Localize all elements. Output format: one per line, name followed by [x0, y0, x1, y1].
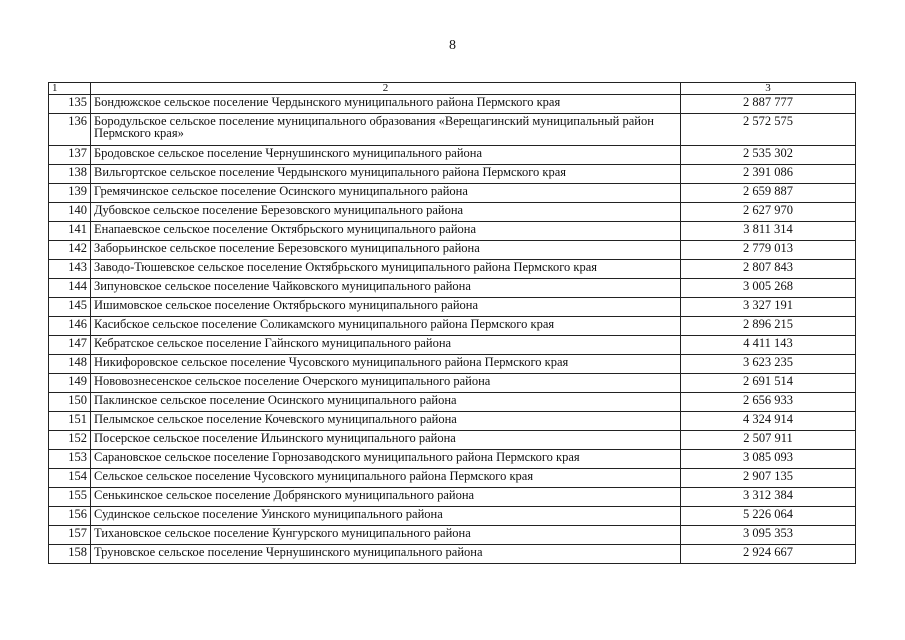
row-number: 150 [49, 393, 91, 412]
table-row [49, 114, 856, 146]
row-amount: 2 656 933 [681, 393, 856, 412]
row-number: 136 [49, 114, 91, 146]
table-row [49, 469, 856, 488]
row-number: 138 [49, 165, 91, 184]
row-number: 155 [49, 488, 91, 507]
row-number: 135 [49, 95, 91, 114]
header-col-3: 3 [681, 83, 856, 95]
table-row [49, 431, 856, 450]
row-amount: 2 659 887 [681, 184, 856, 203]
row-settlement-name: Посерское сельское поселение Ильинского муниципального района [91, 431, 681, 450]
row-settlement-name: Труновское сельское поселение Чернушинского муниципального района [91, 545, 681, 564]
row-amount: 3 095 353 [681, 526, 856, 545]
row-settlement-name: Ишимовское сельское поселение Октябрьского муниципального района [91, 298, 681, 317]
row-number: 158 [49, 545, 91, 564]
row-amount: 2 507 911 [681, 431, 856, 450]
row-number: 137 [49, 146, 91, 165]
table-row [49, 355, 856, 374]
table-row [49, 336, 856, 355]
row-number: 149 [49, 374, 91, 393]
row-amount: 3 811 314 [681, 222, 856, 241]
row-number: 143 [49, 260, 91, 279]
row-number: 145 [49, 298, 91, 317]
table-row [49, 526, 856, 545]
header-col-1: 1 [49, 83, 91, 95]
row-amount: 2 887 777 [681, 95, 856, 114]
table-row [49, 317, 856, 336]
table-row [49, 488, 856, 507]
table-header-row [49, 83, 856, 95]
table-row [49, 95, 856, 114]
row-number: 146 [49, 317, 91, 336]
row-number: 147 [49, 336, 91, 355]
row-number: 153 [49, 450, 91, 469]
row-settlement-name: Никифоровское сельское поселение Чусовского муниципального района Пермского края [91, 355, 681, 374]
table-row [49, 298, 856, 317]
table-row [49, 222, 856, 241]
table-row [49, 165, 856, 184]
row-amount: 5 226 064 [681, 507, 856, 526]
row-number: 151 [49, 412, 91, 431]
header-col-2: 2 [91, 83, 681, 95]
row-settlement-name: Сельское сельское поселение Чусовского муниципального района Пермского края [91, 469, 681, 488]
row-settlement-name: Касибское сельское поселение Соликамского муниципального района Пермского края [91, 317, 681, 336]
row-settlement-name: Енапаевское сельское поселение Октябрьского муниципального района [91, 222, 681, 241]
table-row [49, 412, 856, 431]
table-row [49, 393, 856, 412]
row-amount: 3 085 093 [681, 450, 856, 469]
row-amount: 3 005 268 [681, 279, 856, 298]
row-amount: 2 691 514 [681, 374, 856, 393]
row-number: 140 [49, 203, 91, 222]
row-settlement-name: Вильгортское сельское поселение Чердынского муниципального района Пермского края [91, 165, 681, 184]
row-settlement-name: Паклинское сельское поселение Осинского муниципального района [91, 393, 681, 412]
row-settlement-name: Судинское сельское поселение Уинского муниципального района [91, 507, 681, 526]
table-row [49, 450, 856, 469]
table-row [49, 279, 856, 298]
row-number: 157 [49, 526, 91, 545]
row-settlement-name: Заборьинское сельское поселение Березовского муниципального района [91, 241, 681, 260]
row-amount: 2 391 086 [681, 165, 856, 184]
row-settlement-name: Дубовское сельское поселение Березовского муниципального района [91, 203, 681, 222]
row-number: 142 [49, 241, 91, 260]
row-settlement-name: Бондюжское сельское поселение Чердынского муниципального района Пермского края [91, 95, 681, 114]
row-amount: 2 779 013 [681, 241, 856, 260]
table-row [49, 545, 856, 564]
row-settlement-name: Бородульское сельское поселение муниципального образования «Верещагинский муниципальный район Пермского края» [91, 114, 681, 146]
table-row [49, 203, 856, 222]
row-amount: 4 411 143 [681, 336, 856, 355]
row-settlement-name: Сенькинское сельское поселение Добрянского муниципального района [91, 488, 681, 507]
row-amount: 2 924 667 [681, 545, 856, 564]
row-amount: 2 535 302 [681, 146, 856, 165]
row-amount: 2 896 215 [681, 317, 856, 336]
row-number: 148 [49, 355, 91, 374]
row-number: 152 [49, 431, 91, 450]
row-amount: 2 907 135 [681, 469, 856, 488]
settlements-table [48, 82, 856, 564]
table-row [49, 184, 856, 203]
row-settlement-name: Тихановское сельское поселение Кунгурского муниципального района [91, 526, 681, 545]
table-row [49, 374, 856, 393]
row-settlement-name: Сарановское сельское поселение Горнозаводского муниципального района Пермского края [91, 450, 681, 469]
row-amount: 4 324 914 [681, 412, 856, 431]
row-settlement-name: Заводо-Тюшевское сельское поселение Октябрьского муниципального района Пермского края [91, 260, 681, 279]
table-row [49, 260, 856, 279]
row-number: 139 [49, 184, 91, 203]
row-number: 141 [49, 222, 91, 241]
row-amount: 3 312 384 [681, 488, 856, 507]
table-row [49, 146, 856, 165]
row-number: 144 [49, 279, 91, 298]
row-number: 154 [49, 469, 91, 488]
row-amount: 2 572 575 [681, 114, 856, 146]
table-row [49, 507, 856, 526]
row-settlement-name: Гремячинское сельское поселение Осинского муниципального района [91, 184, 681, 203]
row-amount: 3 327 191 [681, 298, 856, 317]
row-settlement-name: Кебратское сельское поселение Гайнского муниципального района [91, 336, 681, 355]
row-settlement-name: Зипуновское сельское поселение Чайковского муниципального района [91, 279, 681, 298]
row-settlement-name: Нововознесенское сельское поселение Очерского муниципального района [91, 374, 681, 393]
row-settlement-name: Бродовское сельское поселение Чернушинского муниципального района [91, 146, 681, 165]
row-number: 156 [49, 507, 91, 526]
row-amount: 2 627 970 [681, 203, 856, 222]
page-number: 8 [449, 38, 456, 53]
table-row [49, 241, 856, 260]
row-settlement-name: Пелымское сельское поселение Кочевского муниципального района [91, 412, 681, 431]
row-amount: 2 807 843 [681, 260, 856, 279]
row-amount: 3 623 235 [681, 355, 856, 374]
